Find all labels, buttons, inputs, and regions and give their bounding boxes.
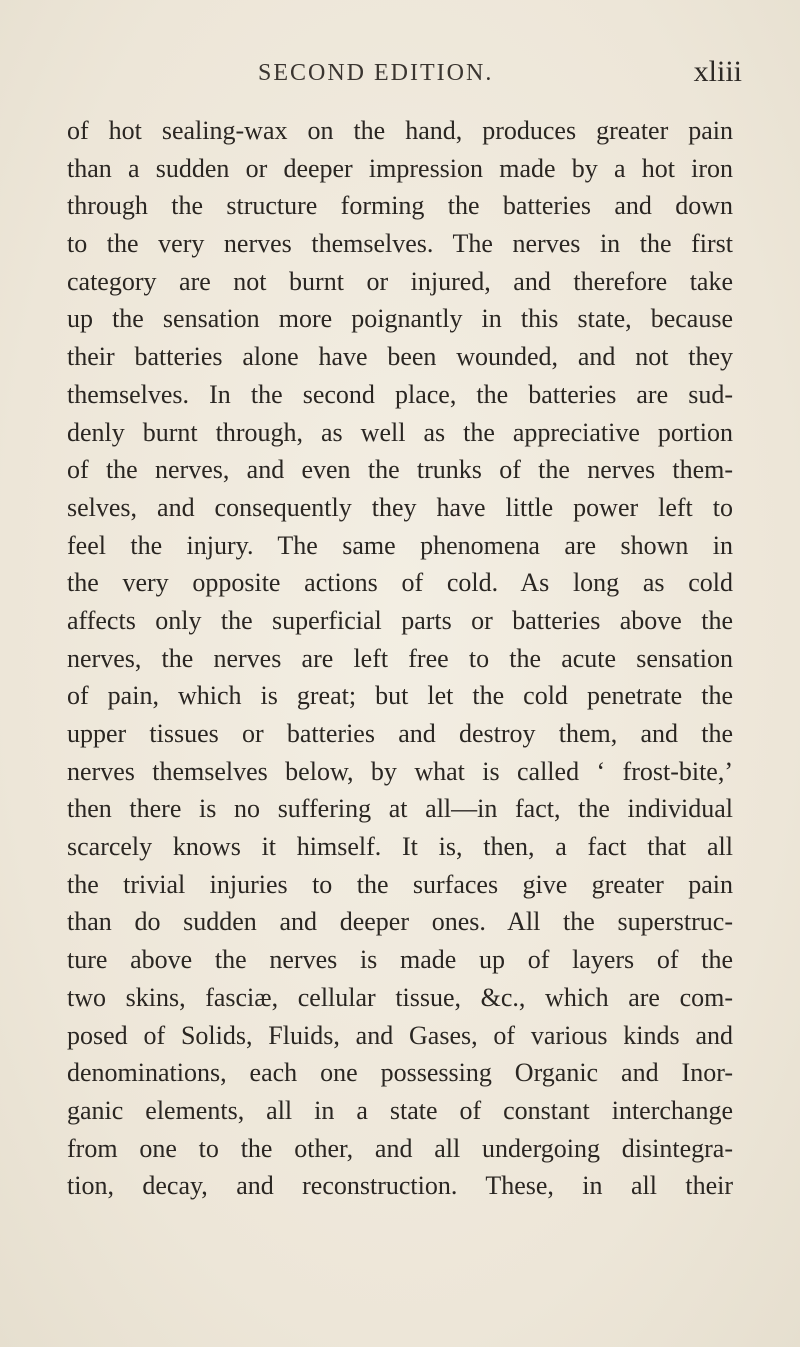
text-line: up the sensation more poignantly in this state, because <box>67 304 733 334</box>
text-line: upper tissues or batteries and destroy them, and the <box>67 719 733 748</box>
text-line: of pain, which is great; but let the cold penetrate the <box>67 681 733 711</box>
text-line: feel the injury. The same phenomena are shown in <box>67 530 733 560</box>
text-line: denly burnt through, as well as the appreciative portion <box>67 417 733 447</box>
text-line: affects only the superficial parts or batteries above the <box>67 605 733 635</box>
text-line: the trivial injuries to the surfaces give greater pain <box>67 869 733 899</box>
text-line: denominations, each one possessing Organic and Inor- <box>67 1058 733 1088</box>
text-line: nerves themselves below, by what is called ‘ frost-bite,’ <box>67 756 733 786</box>
text-line: through the structure forming the batteries and down <box>67 191 733 221</box>
text-line: nerves, the nerves are left free to the acute sensation <box>67 643 733 673</box>
text-line: than do sudden and deeper ones. All the superstruc- <box>67 907 733 937</box>
text-line: their batteries alone have been wounded, and not they <box>67 342 733 372</box>
text-line: posed of Solids, Fluids, and Gases, of various kinds and <box>67 1020 733 1050</box>
text-line: to the very nerves themselves. The nerves in the first <box>67 229 733 259</box>
running-title: SECOND EDITION. <box>258 60 494 86</box>
text-line: of the nerves, and even the trunks of the nerves them- <box>67 455 733 485</box>
text-line: ganic elements, all in a state of constant interchange <box>67 1095 733 1125</box>
text-line: tion, decay, and reconstruction. These, in all their <box>67 1171 733 1201</box>
text-line: selves, and consequently they have little power left to <box>67 492 733 522</box>
text-line: the very opposite actions of cold. As long as cold <box>67 568 733 598</box>
text-line: of hot sealing-wax on the hand, produces greater pain <box>67 116 733 145</box>
text-line: ture above the nerves is made up of layers of the <box>67 945 733 975</box>
text-line: themselves. In the second place, the batteries are sud- <box>67 379 733 409</box>
text-line: from one to the other, and all undergoing disintegra- <box>67 1133 733 1163</box>
text-line: scarcely knows it himself. It is, then, a fact that all <box>67 832 733 862</box>
text-line: then there is no suffering at all—in fact, the individual <box>67 794 733 824</box>
text-line: two skins, fasciæ, cellular tissue, &c., which are com- <box>67 982 733 1012</box>
text-line: than a sudden or deeper impression made by a hot iron <box>67 153 733 183</box>
running-head <box>0 55 800 98</box>
text-line: category are not burnt or injured, and therefore take <box>67 266 733 296</box>
page-number: xliii <box>693 55 742 88</box>
body-text <box>67 112 733 1205</box>
